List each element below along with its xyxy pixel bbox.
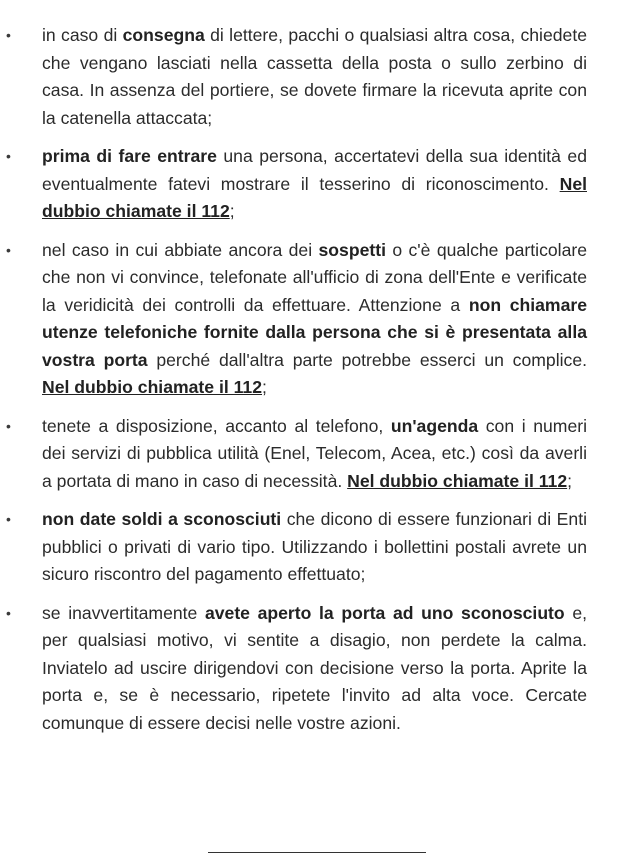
emergency-note: Nel dubbio chiamate il 112 [347,470,568,491]
list-item-sospetti [0,237,633,402]
item-bold-text: prima di fare entrare [42,146,217,166]
item-bold-text: avete aperto la porta ad uno sconosciuto [204,602,565,623]
bottom-divider [208,852,426,853]
item-text: ; [229,201,235,221]
list-item-non-date-soldi [0,506,633,589]
list-item-porta-aperta [0,600,633,738]
bullet-icon: • [6,511,11,527]
bullet-icon: • [6,241,11,258]
advice-list [0,22,633,748]
list-item-consegna [0,22,633,132]
item-text: di lettere, pacchi o qualsiasi altra cosa, chiedete che vengano lasciati nella cassetta della posta o sullo zerbino di casa. In assenza del portiere, se dovete firmare la ricevuta aprite con la catenella attaccata; [42,25,587,128]
bullet-icon: • [6,27,11,43]
bullet-icon: • [6,148,11,164]
emergency-note: Nel dubbio chiamate il 112 [42,377,262,397]
item-text: una persona, accertatevi della sua identità ed eventualmente fatevi mostrare il tesserino di riconoscimento. [42,146,587,194]
item-text: nel caso in cui abbiate ancora dei [42,239,319,260]
bullet-icon: • [6,417,11,434]
item-text: e, per qualsiasi motivo, vi sentite a disagio, non perdete la calma. Inviatelo ad uscire dirigendovi con decisione verso la porta. Aprite la porta e, se è necessario, ripetete l'invito ad alta voce. Cercate comunque di essere decisi nelle vostre azioni. [42,602,587,733]
list-item-agenda [0,413,633,496]
emergency-note: Nel dubbio chiamate il 112 [42,173,587,221]
item-text: se inavvertitamente [42,602,205,623]
item-bold-text: non chiamare utenze telefoniche fornite dalla persona che si è presentata alla vostra porta [42,294,587,370]
item-text: o c'è qualche particolare che non vi convince, telefonate all'ufficio di zona dell'Ente e verificate la veridicità dei controlli da effettuare. Attenzione a [42,239,587,315]
item-text: che dicono di essere funzionari di Enti pubblici o privati di vario tipo. Utilizzando i bollettini postali avrete un sicuro riscontro del pagamento effettuato; [42,509,587,584]
item-text: con i numeri dei servizi di pubblica utilità (Enel, Telecom, Acea, etc.) così da averli a portata di mano in caso di necessità. [42,415,588,491]
item-text: ; [567,470,573,491]
item-bold-text: un'agenda [390,415,479,436]
list-item-prima-di-fare-entrare [0,143,633,226]
item-text: in caso di [42,25,123,45]
item-text: tenete a disposizione, accanto al telefono, [42,415,391,436]
item-bold-text: sospetti [318,239,386,260]
bullet-icon: • [6,604,11,621]
item-bold-text: non date soldi a sconosciuti [42,509,282,529]
item-text: ; [262,377,267,397]
item-text: perché dall'altra parte potrebbe esserci un complice. [147,349,587,370]
item-bold-text: consegna [122,25,205,45]
